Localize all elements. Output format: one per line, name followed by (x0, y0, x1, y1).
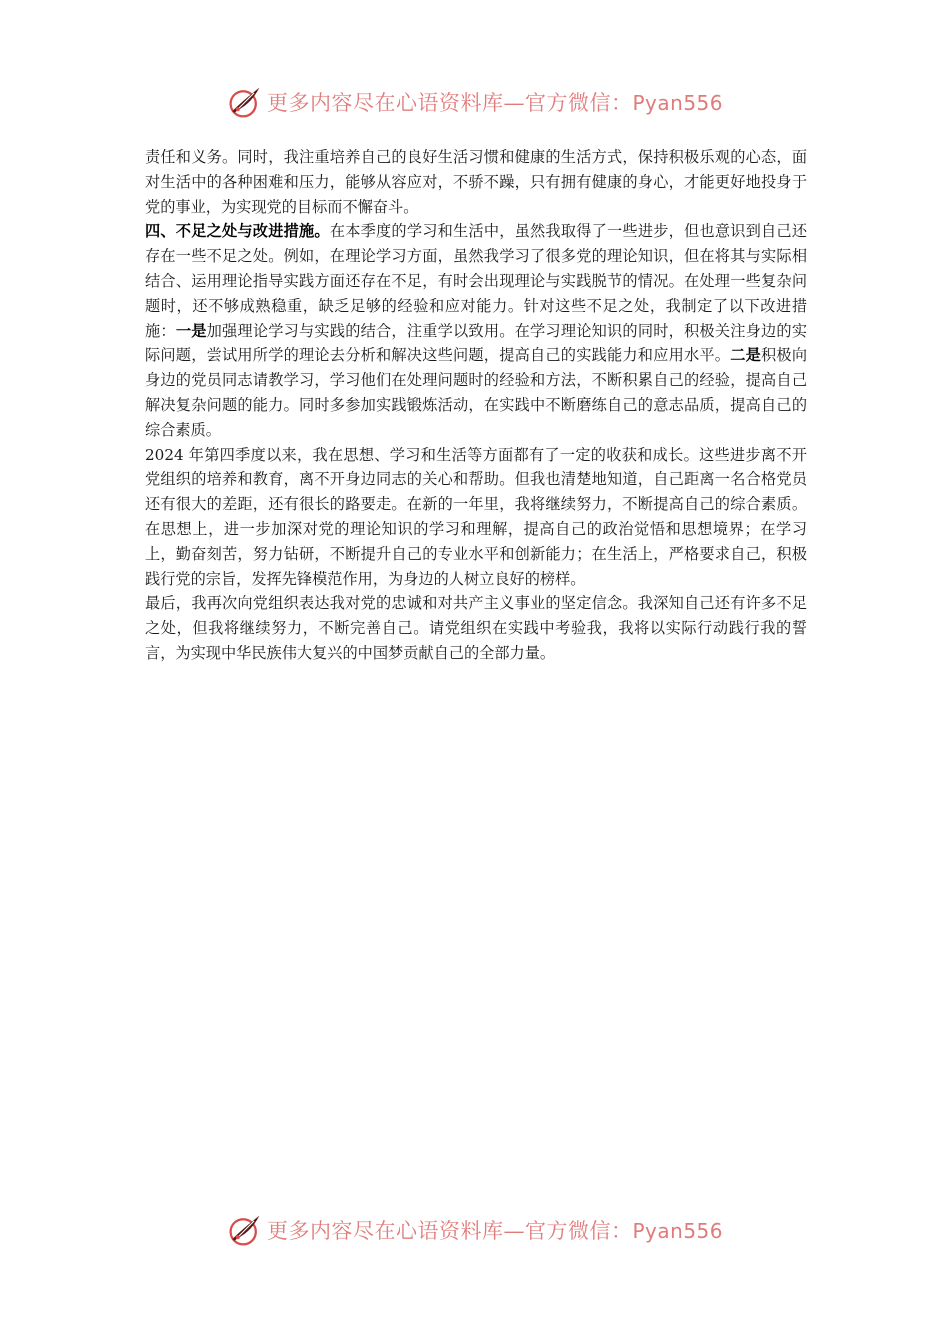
section-heading: 四、不足之处与改进措施。 (145, 222, 330, 241)
measure-two-label: 二是 (730, 346, 762, 365)
document-body (145, 145, 807, 666)
measure-one-label: 一是 (175, 321, 207, 340)
paragraph-summary: 2024 年第四季度以来，我在思想、学习和生活等方面都有了一定的收获和成长。这些进步离不开党组织的培养和教育，离不开身边同志的关心和帮助。但我也清楚地知道，自己距离一名合格党员还有很大的差距，还有很长的路要走。在新的一年里，我将继续努力，不断提高自己的综合素质。在思想上，进一步加深对党的理论知识的学习和理解，提高自己的政治觉悟和思想境界；在学习上，勤奋刻苦，努力钻研，不断提升自己的专业水平和创新能力；在生活上，严格要求自己，积极践行党的宗旨，发挥先锋模范作用，为身边的人树立良好的榜样。 (145, 445, 807, 588)
footer-banner (0, 1210, 950, 1250)
header-banner-text: 更多内容尽在心语资料库—官方微信：Pyan556 (266, 91, 723, 115)
quill-logo-icon (227, 84, 263, 120)
footer-banner-text: 更多内容尽在心语资料库—官方微信：Pyan556 (266, 1219, 723, 1243)
paragraph-conclusion: 最后，我再次向党组织表达我对党的忠诚和对共产主义事业的坚定信念。我深知自己还有许多不足之处，但我将继续努力，不断完善自己。请党组织在实践中考验我，我将以实际行动践行我的誓言，为实现中华民族伟大复兴的中国梦贡献自己的全部力量。 (145, 594, 807, 662)
paragraph-responsibility: 责任和义务。同时，我注重培养自己的良好生活习惯和健康的生活方式，保持积极乐观的心态，面对生活中的各种困难和压力，能够从容应对，不骄不躁，只有拥有健康的身心，才能更好地投身于党的事业，为实现党的目标而不懈奋斗。 (145, 148, 807, 216)
header-banner (0, 82, 950, 122)
paragraph-shortcomings: 四、不足之处与改进措施。在本季度的学习和生活中，虽然我取得了一些进步，但也意识到自己还存在一些不足之处。例如，在理论学习方面，虽然我学习了很多党的理论知识，但在将其与实际相结合、运用理论指导实践方面还存在不足，有时会出现理论与实践脱节的情况。在处理一些复杂问题时，还不够成熟稳重，缺乏足够的经验和应对能力。针对这些不足之处，我制定了以下改进措施：一是加强理论学习与实践的结合，注重学以致用。在学习理论知识的同时，积极关注身边的实际问题，尝试用所学的理论去分析和解决这些问题，提高自己的实践能力和应用水平。二是积极向身边的党员同志请教学习，学习他们在处理问题时的经验和方法，不断积累自己的经验，提高自己解决复杂问题的能力。同时多参加实践锻炼活动，在实践中不断磨练自己的意志品质，提高自己的综合素质。 (145, 222, 808, 439)
quill-logo-icon (227, 1212, 263, 1248)
